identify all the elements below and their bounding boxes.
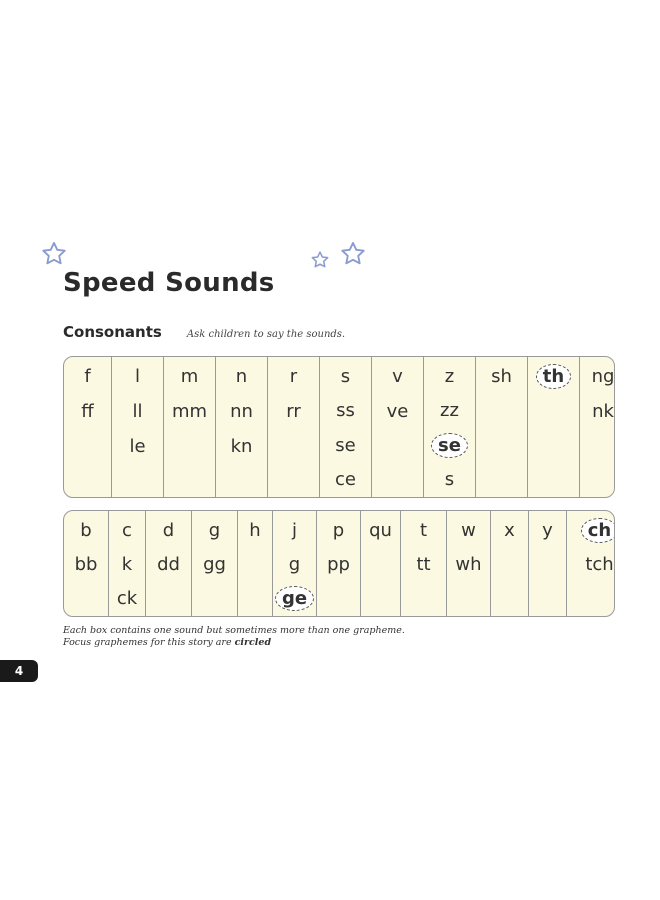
focus-grapheme: ge — [275, 586, 314, 611]
grapheme: d — [162, 519, 175, 541]
grapheme: zz — [440, 400, 459, 422]
grapheme: r — [289, 366, 298, 387]
grapheme-cell — [122, 547, 132, 581]
grapheme-cell — [336, 394, 355, 429]
grapheme: b — [80, 519, 92, 541]
footnote-emphasis: circled — [234, 637, 272, 648]
grapheme-cell — [135, 359, 140, 394]
grapheme-cell — [117, 581, 137, 615]
sound-column — [491, 511, 529, 616]
section-heading: Consonants — [63, 323, 162, 341]
grapheme: t — [419, 519, 428, 541]
grapheme: s — [444, 469, 455, 491]
grapheme-cell — [416, 547, 430, 581]
sound-column — [164, 357, 216, 497]
grapheme-cell — [249, 513, 260, 547]
grapheme: x — [504, 519, 515, 541]
grapheme: s — [340, 365, 351, 387]
grapheme: j — [291, 519, 297, 541]
sound-column — [317, 511, 361, 616]
sound-column — [64, 357, 112, 497]
page-number-tab — [0, 660, 38, 682]
grapheme: ss — [336, 400, 355, 422]
grapheme: ce — [335, 469, 356, 491]
grapheme: sh — [491, 366, 512, 387]
footnote-line-2 — [63, 637, 405, 649]
sound-column — [567, 511, 615, 616]
footnote-line-1: Each box contains one sound but sometimes more than one grapheme. — [63, 625, 405, 636]
grapheme: pp — [327, 553, 350, 575]
focus-grapheme: th — [536, 364, 571, 389]
grapheme: qu — [369, 519, 392, 541]
sound-column — [528, 357, 580, 497]
star-icon — [339, 240, 367, 268]
sound-column — [238, 511, 273, 616]
sound-column — [192, 511, 238, 616]
star-icon — [310, 250, 330, 270]
grapheme-cell — [592, 394, 614, 429]
grapheme: v — [392, 366, 403, 387]
focus-grapheme-cell — [431, 428, 468, 463]
sound-column — [64, 511, 109, 616]
sound-column — [529, 511, 567, 616]
grapheme: nn — [230, 401, 253, 422]
grapheme-cell — [286, 394, 300, 429]
grapheme-cell — [335, 463, 356, 498]
grapheme-cell — [455, 547, 481, 581]
page-number: 4 — [14, 664, 24, 678]
grapheme-cell — [333, 513, 344, 547]
sound-column — [424, 357, 476, 497]
page-title: Speed Sounds — [63, 268, 275, 298]
focus-grapheme-cell — [536, 359, 571, 394]
grapheme: f — [84, 366, 91, 387]
sound-column — [273, 511, 317, 616]
grapheme: g — [208, 519, 221, 541]
grapheme-cell — [157, 547, 180, 581]
sound-column — [361, 511, 401, 616]
sound-column — [146, 511, 192, 616]
grapheme-cell — [292, 513, 297, 547]
grapheme: mm — [171, 401, 208, 422]
grapheme-cell — [440, 394, 459, 429]
focus-grapheme: se — [431, 433, 468, 458]
grapheme-cell — [230, 394, 253, 429]
focus-grapheme-cell — [581, 513, 615, 547]
grapheme-cell — [163, 513, 174, 547]
grapheme-cell — [132, 394, 142, 429]
sound-column — [109, 511, 146, 616]
grapheme: nk — [592, 401, 614, 422]
grapheme: gg — [203, 553, 226, 575]
sound-column — [372, 357, 424, 497]
grapheme-cell — [289, 547, 300, 581]
instruction-text: Ask children to say the sounds. — [186, 329, 346, 340]
grapheme-cell — [542, 513, 553, 547]
grapheme: m — [180, 366, 199, 387]
grapheme: tch — [585, 553, 614, 575]
grapheme-cell — [504, 513, 515, 547]
grapheme-cell — [84, 359, 90, 394]
grapheme-cell — [209, 513, 220, 547]
grapheme: rr — [286, 401, 301, 422]
grapheme: se — [335, 434, 356, 456]
grapheme-cell — [445, 359, 454, 394]
grapheme-cell — [181, 359, 199, 394]
sound-column — [580, 357, 615, 497]
grapheme-cell — [335, 428, 355, 463]
grapheme: h — [249, 519, 261, 541]
sound-column — [268, 357, 320, 497]
grapheme-cell — [420, 513, 427, 547]
grapheme-cell — [129, 429, 145, 464]
section-header — [63, 322, 345, 341]
grapheme: ll — [132, 401, 143, 422]
grapheme: dd — [157, 553, 180, 575]
consonant-table-bottom — [63, 510, 615, 617]
grapheme-cell — [392, 359, 403, 394]
grapheme: kn — [230, 436, 253, 457]
grapheme: y — [542, 519, 553, 541]
footnote — [63, 625, 405, 649]
grapheme-cell — [341, 359, 350, 394]
grapheme-cell — [461, 513, 476, 547]
star-icon — [40, 240, 68, 268]
consonant-table-top — [63, 356, 615, 498]
grapheme-cell — [290, 359, 297, 394]
grapheme: n — [235, 366, 248, 387]
grapheme: g — [288, 553, 301, 575]
grapheme: k — [121, 553, 133, 575]
focus-grapheme: ch — [581, 518, 615, 543]
grapheme: z — [444, 365, 455, 387]
grapheme: wh — [455, 553, 482, 575]
sound-column — [216, 357, 268, 497]
grapheme: p — [332, 519, 345, 541]
grapheme-cell — [231, 429, 253, 464]
grapheme-cell — [387, 394, 409, 429]
grapheme-cell — [122, 513, 132, 547]
sound-column — [401, 511, 447, 616]
grapheme-cell — [592, 359, 615, 394]
grapheme: le — [129, 436, 146, 457]
grapheme-cell — [369, 513, 392, 547]
grapheme-cell — [75, 547, 98, 581]
sound-column — [476, 357, 528, 497]
grapheme: ve — [386, 401, 409, 422]
grapheme: ff — [81, 401, 94, 422]
grapheme-cell — [203, 547, 226, 581]
grapheme-cell — [80, 513, 91, 547]
grapheme-cell — [585, 547, 613, 581]
grapheme: w — [461, 519, 476, 541]
grapheme-cell — [81, 394, 93, 429]
sound-column — [447, 511, 491, 616]
grapheme: l — [134, 366, 140, 387]
sound-column — [320, 357, 372, 497]
grapheme: bb — [74, 553, 98, 575]
grapheme: ck — [116, 587, 138, 609]
grapheme-cell — [445, 463, 454, 498]
sound-column — [112, 357, 164, 497]
grapheme: ng — [591, 366, 615, 387]
grapheme-cell — [491, 359, 512, 394]
grapheme: tt — [416, 553, 431, 575]
focus-grapheme-cell — [275, 581, 314, 615]
grapheme-cell — [172, 394, 207, 429]
footnote-prefix: Focus graphemes for this story are — [63, 637, 235, 648]
grapheme-cell — [236, 359, 247, 394]
grapheme-cell — [327, 547, 350, 581]
grapheme: c — [122, 519, 132, 541]
